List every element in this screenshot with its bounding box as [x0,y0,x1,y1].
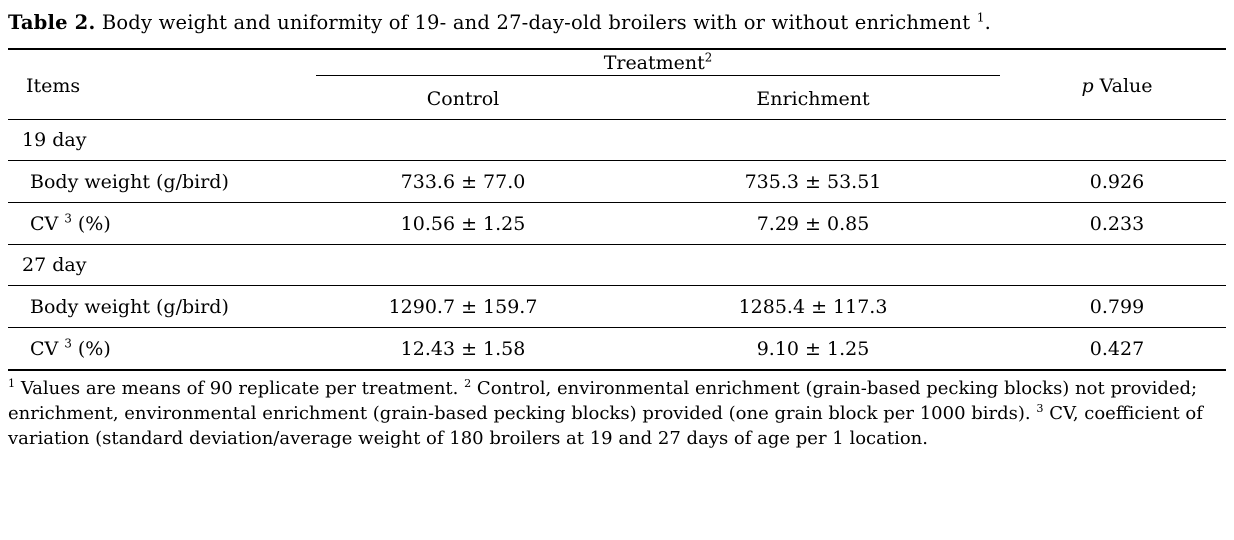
caption-label: Table 2. [8,11,96,34]
header-p-italic: p [1081,74,1094,97]
table-footnotes [8,377,1226,451]
caption-tail: . [984,11,991,34]
footnote-marker-3: 3 [1036,402,1044,416]
group-label-19day: 19 day [8,120,1226,161]
header-p-rest: Value [1093,74,1153,97]
footnote-marker-1: 1 [8,377,16,391]
caption-text: Body weight and uniformity of 19- and 27-day-old broilers with or without enrichment [101,11,971,34]
group-row-19day [8,120,1226,161]
header-treatment-label: Treatment [603,52,705,75]
table-row [8,203,1226,245]
row-enrichment-value: 1285.4 ± 117.3 [618,286,1008,328]
row-item-label [8,161,308,203]
row-control-value: 733.6 ± 77.0 [308,161,618,203]
table-bottom-rule [8,370,1226,373]
header-row-primary [8,52,1226,79]
table-row [8,286,1226,328]
group-row-27day [8,245,1226,286]
table-caption [0,0,1234,36]
row-item-tail: (%) [71,337,111,360]
header-enrichment: Enrichment [756,88,870,111]
row-item-label [8,203,308,245]
row-p-value: 0.233 [1008,203,1226,245]
row-enrichment-value: 9.10 ± 1.25 [618,328,1008,371]
header-items: Items [26,74,81,97]
row-item-text: CV [30,212,65,235]
footnote-text-1: Values are means of 90 replicate per treatment. [15,378,465,400]
row-item-label [8,328,308,371]
header-treatment-footnote-marker: 2 [704,50,713,65]
group-label-27day: 27 day [8,245,1226,286]
row-control-value: 12.43 ± 1.58 [308,328,618,371]
footnote-text-2: Control, environmental enrichment (grain-based pecking blocks) not provided; enrichment, environmental enrichment (grain-based pecking blocks) provided (one grain block per 1000 birds). [8,378,1198,425]
table-row [8,328,1226,371]
row-enrichment-value: 735.3 ± 53.51 [618,161,1008,203]
header-control: Control [426,88,500,111]
row-item-text: CV [30,337,65,360]
row-item-tail: (%) [71,212,111,235]
row-enrichment-value: 7.29 ± 0.85 [618,203,1008,245]
row-p-value: 0.799 [1008,286,1226,328]
caption-footnote-marker: 1 [976,10,985,25]
table-row [8,161,1226,203]
row-control-value: 10.56 ± 1.25 [308,203,618,245]
header-treatment [308,52,1008,79]
row-item-text: Body weight (g/bird) [30,295,229,318]
treatment-span-rule [316,74,1000,76]
results-table [8,48,1226,373]
row-p-value: 0.926 [1008,161,1226,203]
row-p-value: 0.427 [1008,328,1226,371]
row-item-label [8,286,308,328]
row-item-footnote-marker: 3 [64,336,72,351]
footnote-marker-2: 2 [464,377,472,391]
row-item-text: Body weight (g/bird) [30,170,229,193]
row-control-value: 1290.7 ± 159.7 [308,286,618,328]
header-p-value [1008,52,1226,120]
footnote-text-3: CV, coefficient of variation (standard deviation/average weight of 180 broilers at 19 and 27 days of age per 1 location. [8,403,1203,449]
row-item-footnote-marker: 3 [64,211,72,226]
